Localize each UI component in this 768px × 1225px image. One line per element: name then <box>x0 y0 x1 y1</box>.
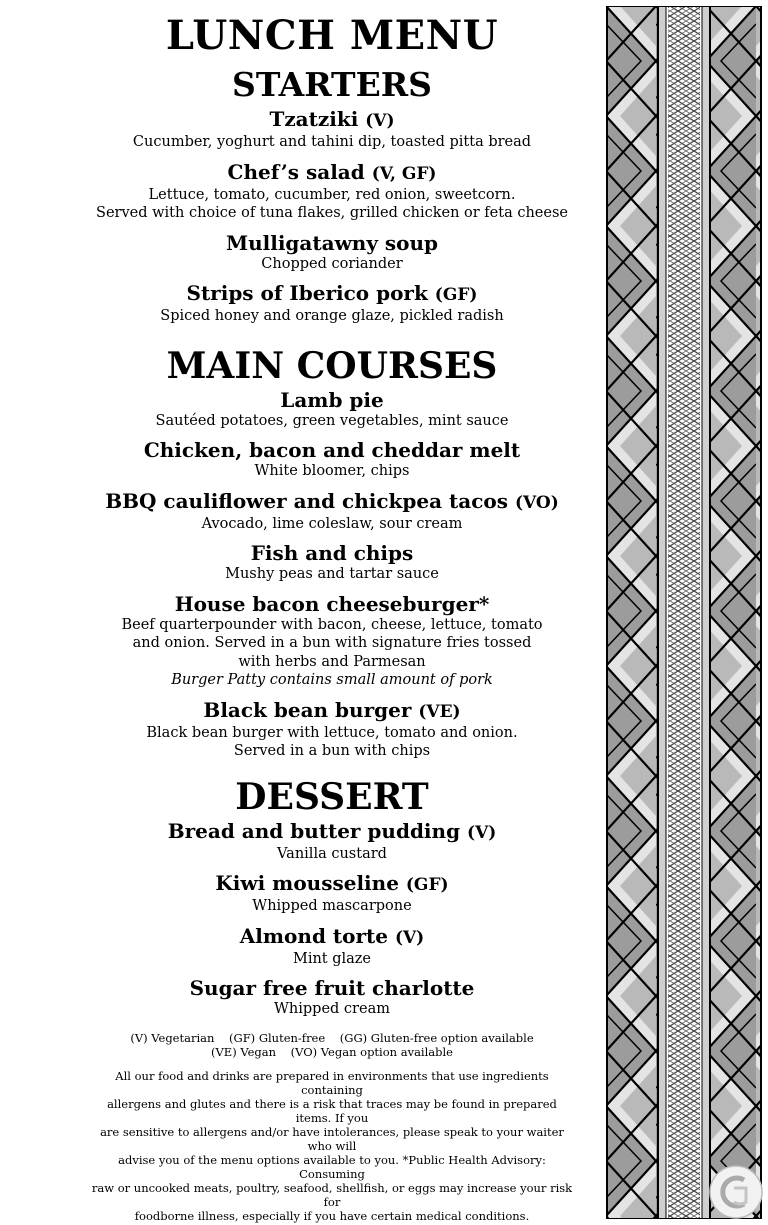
menu-section-dessert <box>88 775 576 1019</box>
menu-item <box>88 819 576 864</box>
allergen-disclaimer <box>88 1069 576 1223</box>
menu-item-description: Chopped coriander <box>261 255 403 272</box>
menu-item-description: Beef quarterpounder with bacon, cheese, lettuce, tomato <box>121 616 543 633</box>
menu-item-title: Almond torte <box>239 923 388 948</box>
menu-item <box>88 592 576 690</box>
menu-section-starters <box>88 67 576 326</box>
dietary-tag: (V) <box>394 927 425 948</box>
menu-item-name <box>88 819 576 845</box>
disclaimer-line: advise you of the menu options available to you. *Public Health Advisory: Consuming <box>118 1152 546 1181</box>
section-title: STARTERS <box>232 65 432 104</box>
menu-item-description: with herbs and Parmesan <box>238 653 426 670</box>
menu-item-description: Vanilla custard <box>277 845 387 862</box>
menu-item-name <box>88 438 576 462</box>
menu-item <box>88 281 576 326</box>
menu-item-name <box>88 698 576 724</box>
dietary-tag: (V) <box>365 111 395 131</box>
menu-item-description: Avocado, lime coleslaw, sour cream <box>201 515 463 532</box>
menu-item-name <box>88 489 576 515</box>
menu-item-title: Chef’s salad <box>227 159 365 184</box>
section-title: DESSERT <box>235 775 429 818</box>
menu-title: LUNCH MENU <box>165 12 499 59</box>
menu-item <box>88 924 576 969</box>
menu-item-description: Cucumber, yoghurt and tahini dip, toasted pitta bread <box>132 134 532 150</box>
menu-item-description: Lettuce, tomato, cucumber, red onion, sweetcorn. <box>148 186 516 203</box>
menu-item-description: Whipped cream <box>274 1001 390 1017</box>
decorative-border-pattern <box>606 6 762 1219</box>
menu-item <box>88 976 576 1019</box>
menu-item-name <box>88 541 576 565</box>
disclaimer-line: foodborne illness, especially if you have certain medical conditions. <box>134 1208 530 1223</box>
menu-item-title: Fish and chips <box>250 541 414 565</box>
menu-item-description: Served with choice of tuna flakes, grilled chicken or feta cheese <box>96 205 568 221</box>
lunch-menu <box>88 0 576 1223</box>
menu-item-description: and onion. Served in a bun with signature fries tossed <box>132 635 532 651</box>
menu-item-name <box>88 281 576 307</box>
menu-item-description: Black bean burger with lettuce, tomato and onion. <box>146 724 518 741</box>
menu-item-description: Sautéed potatoes, green vegetables, mint sauce <box>155 412 509 429</box>
dietary-tag: (V, GF) <box>371 163 437 184</box>
menu-item-name <box>88 107 576 133</box>
menu-item-name <box>88 388 576 412</box>
dietary-tag: (VO) <box>514 492 559 513</box>
menu-item-description: Whipped mascarpone <box>252 898 412 914</box>
menu-item-title: BBQ cauliflower and chickpea tacos <box>105 488 509 513</box>
menu-item <box>88 871 576 916</box>
menu-item-name <box>88 924 576 950</box>
menu-item-name <box>88 871 576 897</box>
disclaimer-line: are sensitive to allergens and/or have intolerances, please speak to your waiter who will <box>100 1124 564 1153</box>
menu-section-main-courses <box>88 344 576 761</box>
menu-item-note: Burger Patty contains small amount of pork <box>171 672 493 688</box>
menu-sections <box>88 67 576 1019</box>
legend-line: (VE) Vegan (VO) Vegan option available <box>211 1044 453 1059</box>
section-title: MAIN COURSES <box>166 344 498 387</box>
menu-item-name <box>88 231 576 255</box>
menu-item-title: Sugar free fruit charlotte <box>189 976 475 1000</box>
cg-monogram-logo-icon <box>708 1164 764 1220</box>
menu-item <box>88 388 576 431</box>
menu-item-title: Chicken, bacon and cheddar melt <box>143 438 521 462</box>
menu-item-title: House bacon cheeseburger* <box>174 591 490 616</box>
dietary-tag: (GF) <box>434 285 478 305</box>
menu-item <box>88 160 576 223</box>
dietary-tag: (VE) <box>418 701 461 722</box>
dietary-tag: (GF) <box>405 875 449 895</box>
menu-item-title: Black bean burger <box>203 697 412 722</box>
menu-item-title: Bread and butter pudding <box>167 818 461 843</box>
menu-item <box>88 231 576 274</box>
menu-item-title: Kiwi mousseline <box>215 871 399 895</box>
dietary-legend <box>88 1031 576 1059</box>
menu-item-name <box>88 160 576 186</box>
menu-item-title: Strips of Iberico pork <box>186 281 428 305</box>
menu-item-title: Mulligatawny soup <box>225 230 439 255</box>
legend-line: (V) Vegetarian (GF) Gluten-free (GG) Gluten-free option available <box>130 1030 534 1045</box>
menu-item <box>88 107 576 152</box>
menu-item-description: Spiced honey and orange glaze, pickled radish <box>160 308 504 324</box>
menu-item <box>88 541 576 584</box>
menu-item-name <box>88 976 576 1000</box>
menu-item-name <box>88 592 576 616</box>
dietary-tag: (V) <box>467 822 497 843</box>
disclaimer-line: allergens and glutes and there is a risk that traces may be found in prepared items. If you <box>107 1096 557 1125</box>
menu-item-title: Lamb pie <box>280 387 384 412</box>
menu-item-description: White bloomer, chips <box>254 463 410 479</box>
disclaimer-line: raw or uncooked meats, poultry, seafood, shellfish, or eggs may increase your risk for <box>91 1180 573 1209</box>
menu-item-description: Served in a bun with chips <box>233 743 431 759</box>
menu-item <box>88 698 576 761</box>
menu-item-description: Mint glaze <box>292 950 372 967</box>
menu-item <box>88 438 576 481</box>
disclaimer-line: All our food and drinks are prepared in environments that use ingredients containing <box>115 1068 549 1097</box>
menu-item-title: Tzatziki <box>269 107 359 131</box>
menu-item-description: Mushy peas and tartar sauce <box>225 566 439 582</box>
menu-item <box>88 489 576 534</box>
